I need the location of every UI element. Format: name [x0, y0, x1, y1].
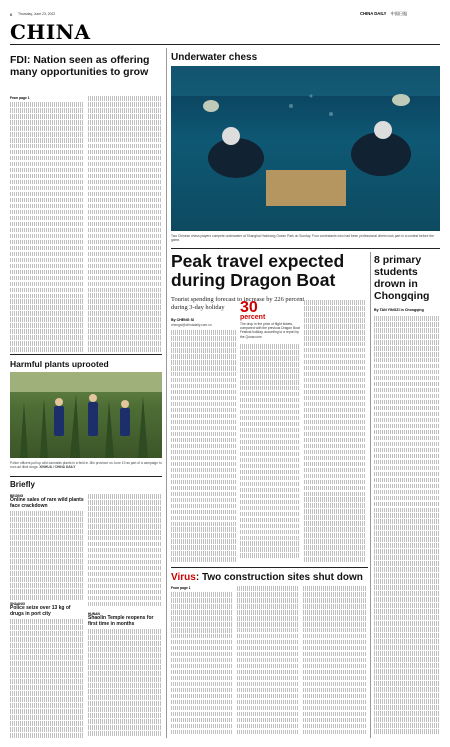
chongqing-divider — [370, 252, 371, 738]
chongqing-headline: 8 primary students drown in Chongqing — [374, 254, 430, 302]
virus-headline-block: Virus: Two construction sites shut down — [171, 572, 363, 583]
brief-body — [10, 511, 84, 601]
chongqing-body — [374, 316, 440, 738]
harmful-heading: Harmful plants uprooted — [10, 359, 109, 369]
virus-from-page: From page 1 — [171, 586, 191, 590]
virus-column-1 — [171, 592, 233, 738]
masthead-en: CHINA DAILY — [360, 11, 387, 16]
virus-headline: Two construction sites shut down — [201, 572, 363, 583]
stat-box — [240, 300, 302, 339]
dragon-email: chengsi@chinadaily.com.cn — [171, 323, 212, 327]
virus-column-2 — [237, 586, 299, 738]
brief-item-3 — [88, 612, 162, 739]
brief-region: SHAANXI — [10, 602, 25, 606]
underwater-caption: Two Chinese chess players compete underwater at Shanghai Haichang Ocean Park on Sunday. Four contestants who had been professional divers took part in a contest before the game. — [171, 234, 434, 243]
fdi-column-2 — [88, 96, 162, 352]
brief-item-1 — [10, 494, 84, 601]
brief-headline: Police seize over 13 kg of drugs in port city — [10, 605, 71, 617]
virus-column-3 — [303, 586, 367, 738]
stat-value: 30 — [240, 299, 258, 316]
dragon-subhead: Tourist spending forecast to increase by 226 percent during 3-day holiday — [171, 296, 305, 311]
dragon-column-1 — [171, 330, 237, 564]
underwater-chess-photo — [171, 66, 440, 231]
underwater-heading: Underwater chess — [171, 52, 258, 63]
masthead — [360, 11, 407, 17]
dragon-byline: By CHENG SI — [171, 318, 194, 322]
harmful-plants-photo — [10, 372, 162, 458]
brief-region: HUNAN — [88, 612, 100, 616]
brief-headline: Shaolin Temple reopens for first time in months — [88, 615, 154, 627]
brief-body — [10, 619, 84, 747]
stat-desc: The drop in the price of flight tickets, compared with the previous Dragon Boat Festival holiday, according to a report by the Qunar.com — [240, 322, 300, 339]
dragon-column-2 — [240, 344, 300, 564]
harmful-caption-text: Police officers pull up wild cannabis plants in a field in Jilin province on June 19 as part of a campaign to root out illicit drugs. — [10, 461, 162, 470]
briefly-heading: Briefly — [10, 480, 35, 489]
dragon-rule — [171, 248, 440, 249]
virus-label: Virus — [171, 572, 196, 583]
stat-unit: percent — [240, 314, 266, 321]
dragon-column-3 — [304, 300, 366, 564]
masthead-cn: 中国日报 — [390, 11, 408, 16]
harmful-rule — [10, 354, 162, 355]
brief-region: BEIJING — [10, 494, 24, 498]
brief-item-2 — [10, 602, 84, 747]
harmful-caption — [10, 461, 162, 469]
issue-date: Thursday, June 23, 2022 — [18, 12, 56, 16]
page-number: 6 — [10, 12, 13, 17]
brief-body — [88, 629, 162, 739]
harmful-credit: XINHUA / CHINA DAILY — [39, 465, 76, 470]
fdi-from-page: From page 1 — [10, 96, 30, 100]
briefly-rule — [10, 476, 162, 477]
brief-column-2-top — [88, 494, 162, 612]
brief-headline: Online sales of rare wild plants face crackdown — [10, 497, 84, 509]
fdi-headline: FDI: Nation seen as offering many opportunities to grow — [10, 54, 150, 78]
chongqing-byline: By TAN YINGZI in Chongqing — [374, 308, 424, 312]
section-title: CHINA — [10, 20, 91, 44]
virus-rule — [171, 567, 368, 568]
fdi-column-1 — [10, 102, 84, 352]
column-divider — [166, 48, 167, 738]
header-rule — [10, 44, 440, 45]
dragon-headline: Peak travel expected during Dragon Boat — [171, 251, 345, 290]
